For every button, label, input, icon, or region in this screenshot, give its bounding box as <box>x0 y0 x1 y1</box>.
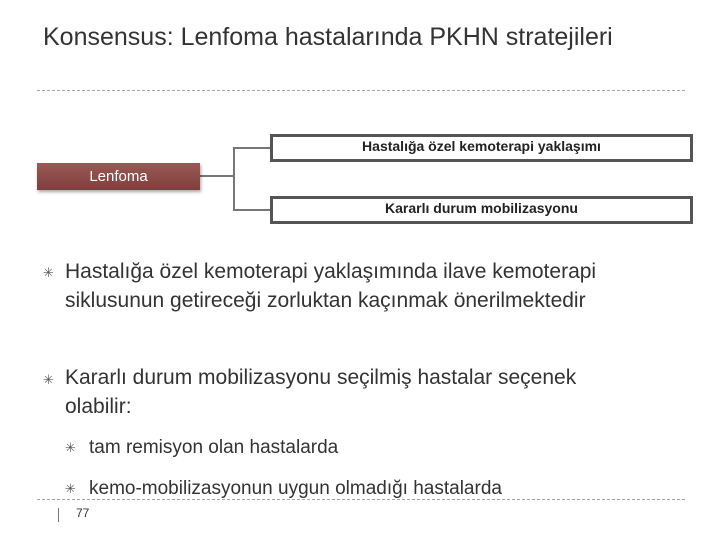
bullet-text: Hastalığa özel kemoterapi yaklaşımında ilave kemoterapi siklusunun getireceği zorluktan kaçınmak önerilmektedir <box>65 260 597 312</box>
sub-bullet-marker-icon: ✳ <box>65 440 76 455</box>
diagram-root-node: Lenfoma <box>37 163 200 190</box>
footer-divider <box>37 499 685 500</box>
diagram-node-disease-specific-chemo: Hastalığa özel kemoterapi yaklaşımı <box>270 134 693 162</box>
bullet-text: Kararlı durum mobilizasyonu seçilmiş hastalar seçenek olabilir: <box>65 366 577 418</box>
footer-mark <box>58 508 59 522</box>
page-number: 77 <box>76 506 90 520</box>
sub-bullet-marker-icon: ✳ <box>65 481 76 496</box>
bullet-marker-icon: ✳ <box>43 372 54 387</box>
diagram-node-steady-state-mobilization: Kararlı durum mobilizasyonu <box>270 196 693 224</box>
sub-bullet-text: tam remisyon olan hastalarda <box>89 437 339 458</box>
bullet-marker-icon: ✳ <box>43 265 54 280</box>
sub-bullet-text: kemo-mobilizasyonun uygun olmadığı hastalarda <box>89 478 502 499</box>
connector-root-to-children <box>200 148 270 210</box>
slide-title: Konsensus: Lenfoma hastalarında PKHN stratejileri <box>43 23 613 51</box>
